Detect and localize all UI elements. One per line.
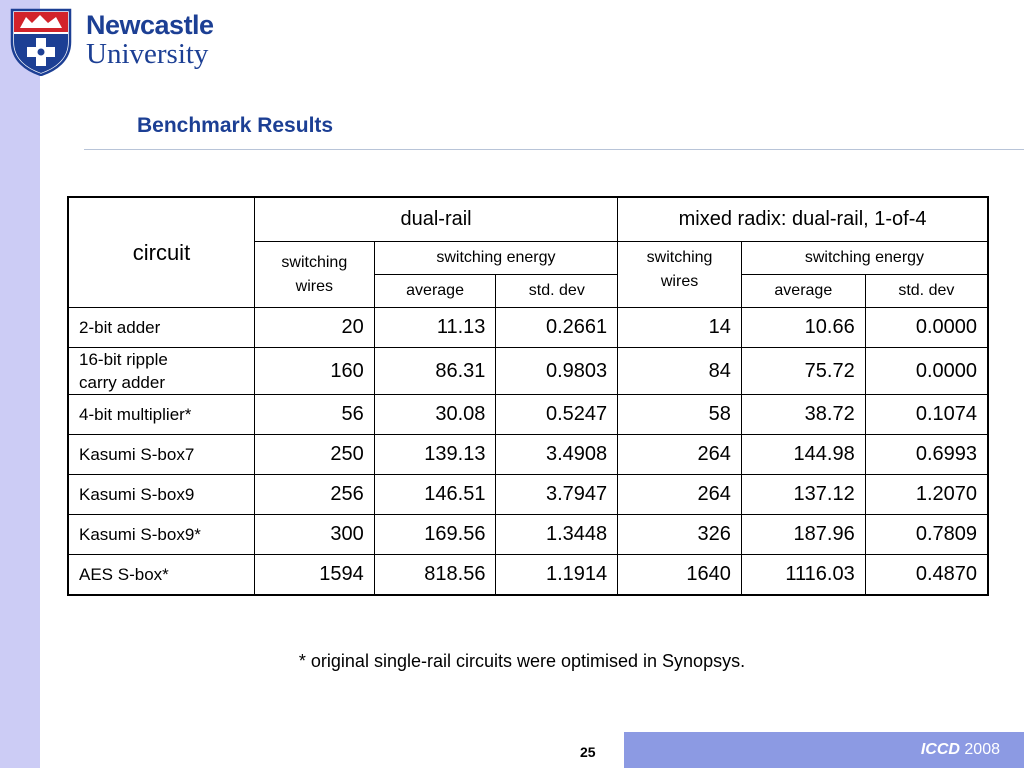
dual-rail-average: 30.08 xyxy=(374,395,496,435)
mixed-radix-std-dev: 0.6993 xyxy=(865,435,988,475)
mixed-radix-std-dev: 0.4870 xyxy=(865,555,988,596)
circuit-name-line2: carry adder xyxy=(79,373,165,392)
circuit-name: Kasumi S-box9 xyxy=(68,475,254,515)
dual-rail-wires: 256 xyxy=(254,475,374,515)
logo-wordmark-newcastle: Newcastle xyxy=(86,10,214,40)
dual-rail-wires: 20 xyxy=(254,308,374,348)
mixed-radix-std-dev: 1.2070 xyxy=(865,475,988,515)
mixed-radix-average: 1116.03 xyxy=(741,555,865,596)
table-header-row xyxy=(68,197,988,242)
mixed-radix-average: 10.66 xyxy=(741,308,865,348)
dual-rail-wires: 56 xyxy=(254,395,374,435)
table-row xyxy=(68,308,988,348)
dual-rail-wires: 1594 xyxy=(254,555,374,596)
circuit-name: 4-bit multiplier* xyxy=(68,395,254,435)
mixed-radix-std-dev-header: std. dev xyxy=(865,275,988,308)
title-divider xyxy=(84,149,1024,150)
dual-rail-std-dev: 0.5247 xyxy=(496,395,618,435)
conference-name: ICCD xyxy=(920,741,960,758)
dual-rail-std-dev: 0.2661 xyxy=(496,308,618,348)
mixed-radix-average: 144.98 xyxy=(741,435,865,475)
dual-rail-switching-wires-header xyxy=(254,242,374,308)
table-row xyxy=(68,435,988,475)
circuit-name: AES S-box* xyxy=(68,555,254,596)
switching-wires-line1: switching xyxy=(281,253,348,271)
footnote: * original single-rail circuits were optimised in Synopsys. xyxy=(298,651,746,671)
switching-wires-line2: wires xyxy=(295,277,333,295)
circuit-column-header: circuit xyxy=(68,197,254,308)
dual-rail-std-dev-header: std. dev xyxy=(496,275,618,308)
mixed-radix-average-header: average xyxy=(741,275,865,308)
dual-rail-group-header: dual-rail xyxy=(254,197,617,242)
dual-rail-average-header: average xyxy=(374,275,496,308)
university-logo xyxy=(10,8,220,78)
dual-rail-wires: 160 xyxy=(254,348,374,395)
slide-title: Benchmark Results xyxy=(137,114,334,137)
dual-rail-average: 818.56 xyxy=(374,555,496,596)
dual-rail-switching-energy-header: switching energy xyxy=(374,242,617,275)
circuit-name: Kasumi S-box9* xyxy=(68,515,254,555)
mixed-radix-wires: 14 xyxy=(618,308,742,348)
mixed-radix-wires: 264 xyxy=(618,475,742,515)
dual-rail-wires: 300 xyxy=(254,515,374,555)
conference-label xyxy=(921,741,1000,759)
dual-rail-std-dev: 3.7947 xyxy=(496,475,618,515)
circuit-name: Kasumi S-box7 xyxy=(68,435,254,475)
circuit-name xyxy=(68,348,254,395)
table-row xyxy=(68,348,988,395)
mixed-radix-std-dev: 0.0000 xyxy=(865,308,988,348)
mixed-radix-wires: 264 xyxy=(618,435,742,475)
mixed-radix-std-dev: 0.1074 xyxy=(865,395,988,435)
dual-rail-average: 11.13 xyxy=(374,308,496,348)
table-row xyxy=(68,555,988,596)
table-row xyxy=(68,475,988,515)
dual-rail-average: 139.13 xyxy=(374,435,496,475)
logo-wordmark-university: University xyxy=(86,38,209,70)
benchmark-table xyxy=(67,196,989,596)
dual-rail-average: 169.56 xyxy=(374,515,496,555)
page-number: 25 xyxy=(580,744,596,760)
mixed-radix-average: 75.72 xyxy=(741,348,865,395)
mixed-radix-wires: 326 xyxy=(618,515,742,555)
mixed-radix-switching-wires-header xyxy=(618,242,742,308)
mixed-radix-wires: 58 xyxy=(618,395,742,435)
dual-rail-average: 86.31 xyxy=(374,348,496,395)
mixed-radix-average: 187.96 xyxy=(741,515,865,555)
mixed-radix-std-dev: 0.0000 xyxy=(865,348,988,395)
mixed-radix-group-header: mixed radix: dual-rail, 1-of-4 xyxy=(618,197,988,242)
table-row xyxy=(68,515,988,555)
mixed-radix-wires: 1640 xyxy=(618,555,742,596)
switching-wires-line1: switching xyxy=(646,249,713,266)
dual-rail-average: 146.51 xyxy=(374,475,496,515)
table-row xyxy=(68,395,988,435)
dual-rail-wires: 250 xyxy=(254,435,374,475)
shield-icon xyxy=(10,8,72,76)
mixed-radix-wires: 84 xyxy=(618,348,742,395)
conference-year: 2008 xyxy=(964,741,1000,758)
circuit-name-line1: 16-bit ripple xyxy=(79,350,168,369)
dual-rail-std-dev: 0.9803 xyxy=(496,348,618,395)
mixed-radix-std-dev: 0.7809 xyxy=(865,515,988,555)
mixed-radix-average: 38.72 xyxy=(741,395,865,435)
footer-bar xyxy=(624,732,1024,768)
mixed-radix-average: 137.12 xyxy=(741,475,865,515)
dual-rail-std-dev: 3.4908 xyxy=(496,435,618,475)
circuit-name: 2-bit adder xyxy=(68,308,254,348)
switching-wires-line2: wires xyxy=(660,273,699,290)
dual-rail-std-dev: 1.3448 xyxy=(496,515,618,555)
mixed-radix-switching-energy-header: switching energy xyxy=(741,242,988,275)
dual-rail-std-dev: 1.1914 xyxy=(496,555,618,596)
